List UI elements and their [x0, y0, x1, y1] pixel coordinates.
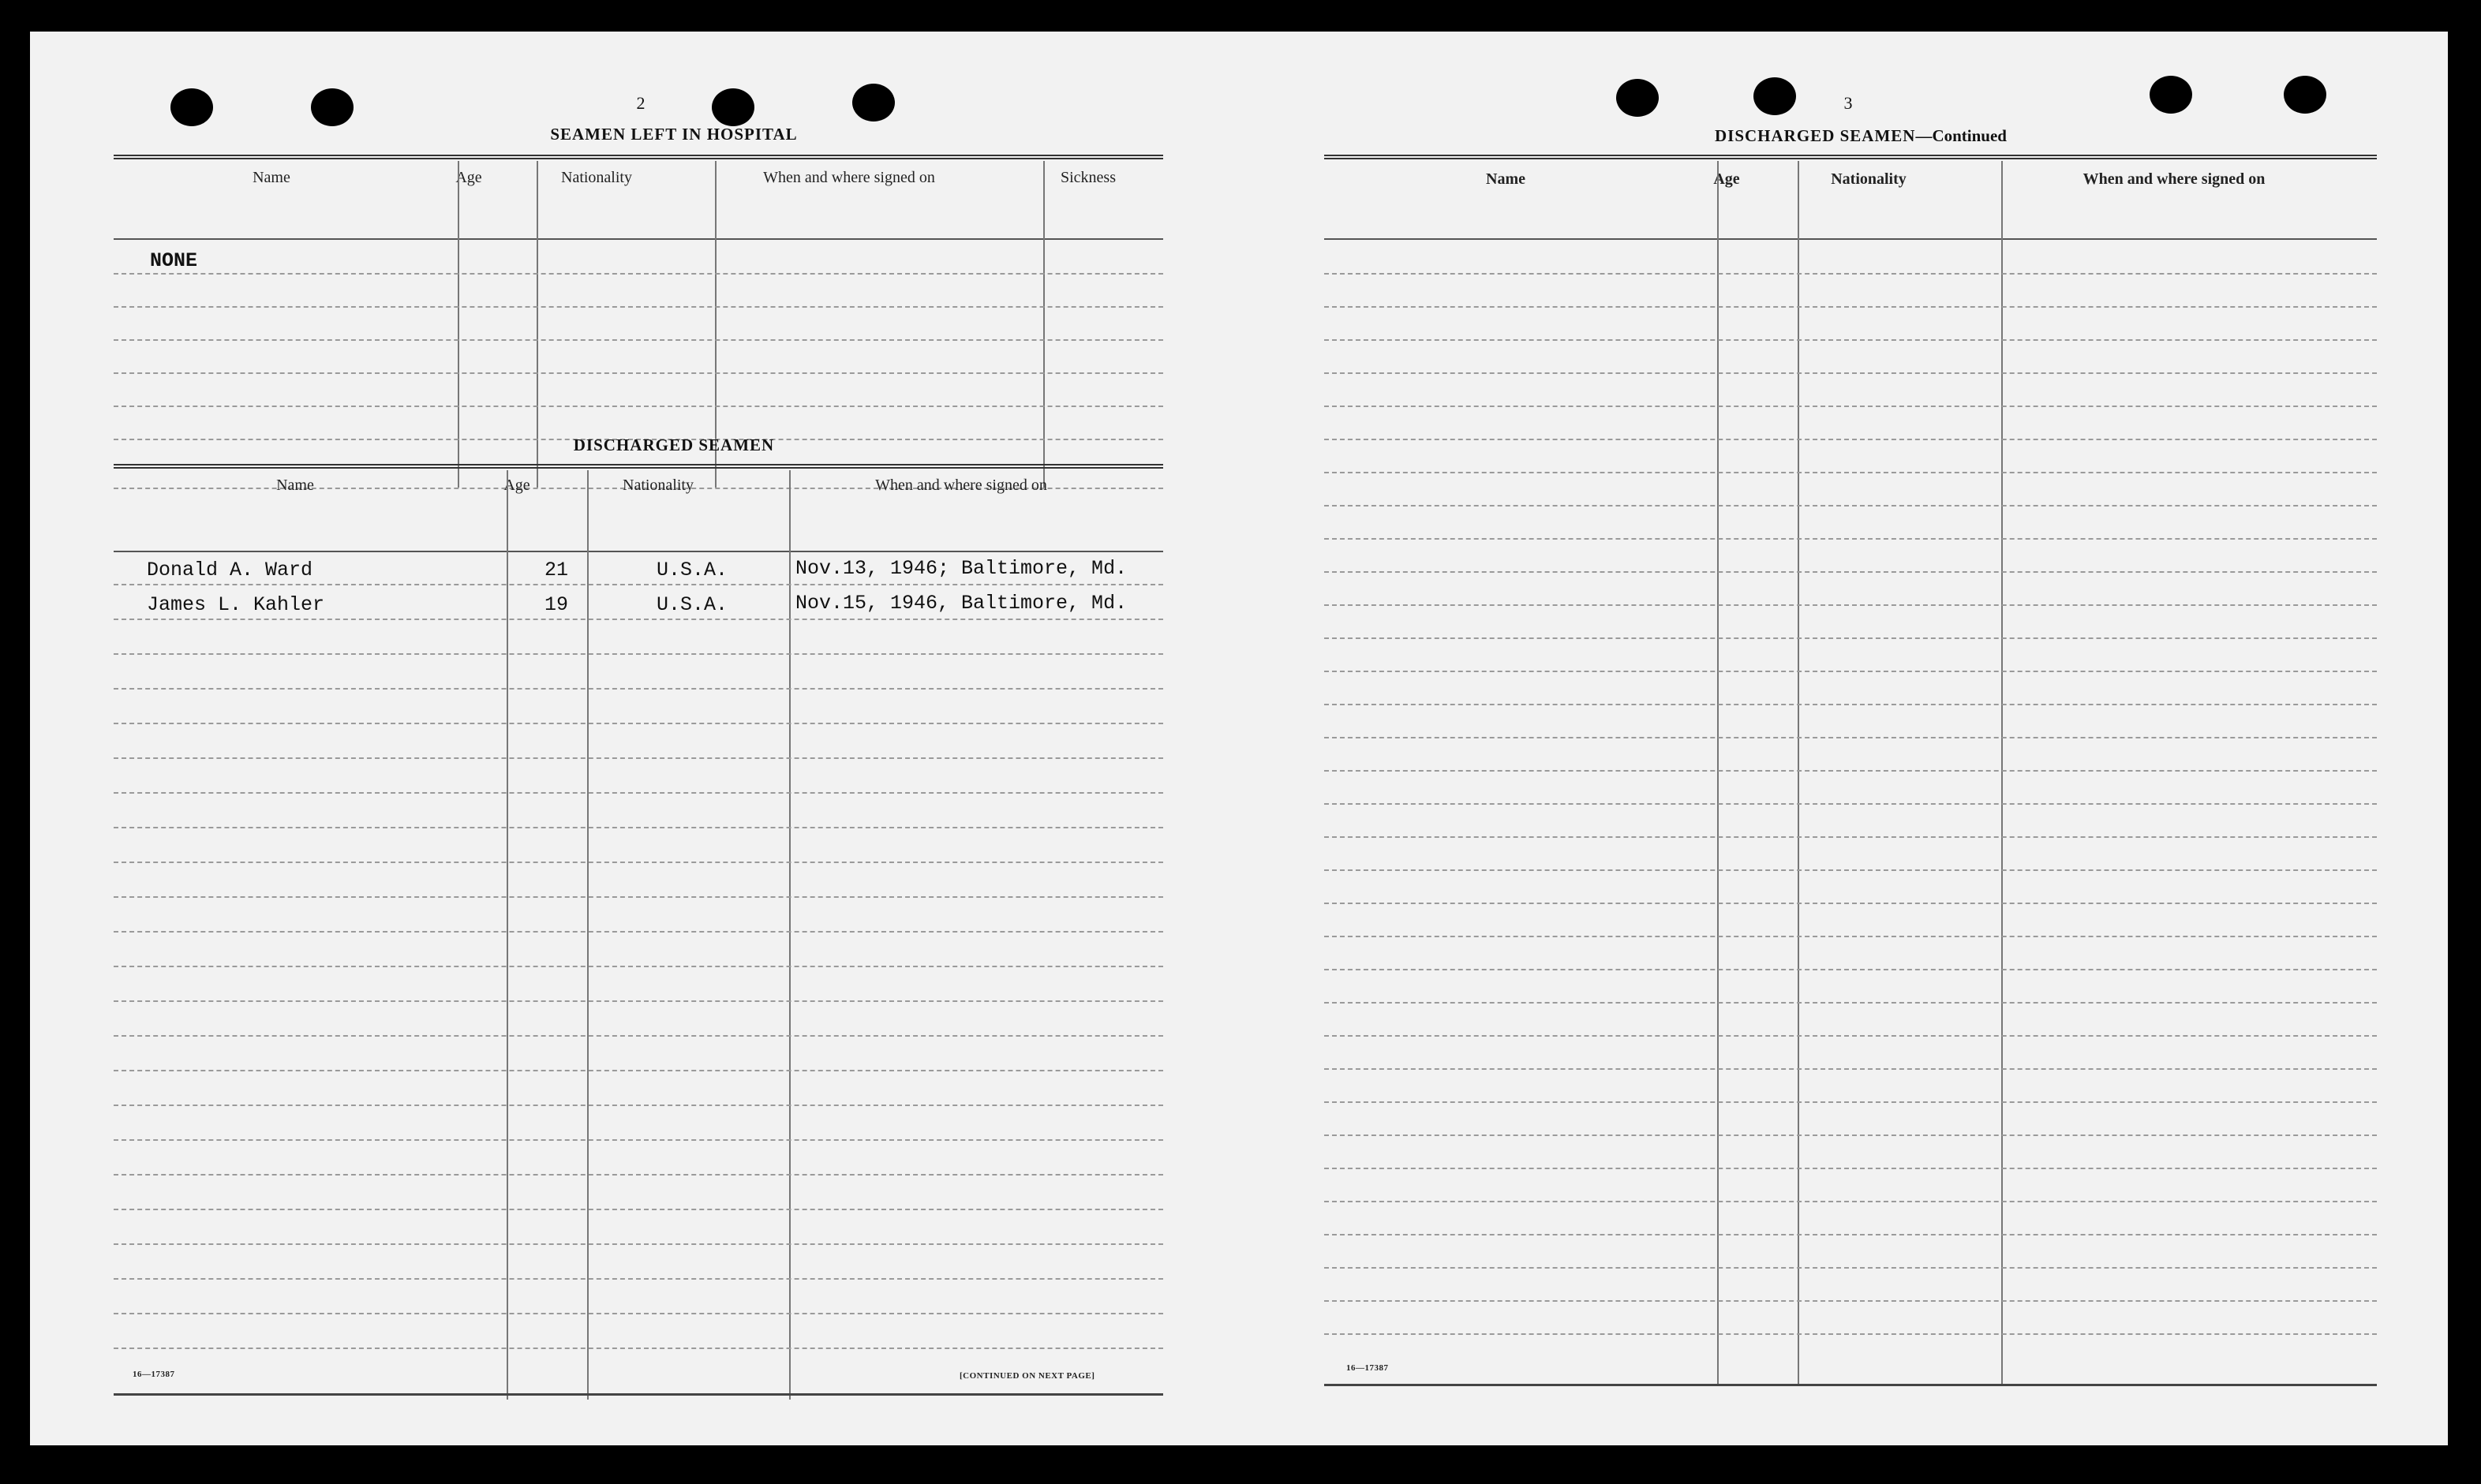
hospital-col-signed-on: When and where signed on: [763, 169, 935, 186]
hospital-table: [114, 155, 1163, 447]
punch-hole: [1753, 77, 1796, 115]
discharged-table: [114, 464, 1163, 1398]
discharged-col-name: Name: [276, 477, 314, 494]
punch-hole: [170, 88, 213, 126]
seaman-signed-on: Nov.13, 1946; Baltimore, Md.: [795, 557, 1128, 580]
punch-hole: [712, 88, 754, 126]
discharged-col-age: Age: [503, 477, 530, 494]
hospital-col-nationality: Nationality: [561, 169, 632, 186]
right-col-nationality: Nationality: [1831, 170, 1907, 188]
hospital-col-sickness: Sickness: [1061, 169, 1116, 186]
hospital-entry: NONE: [150, 249, 198, 272]
right-col-name: Name: [1486, 170, 1525, 188]
punch-hole: [2150, 76, 2192, 114]
discharged-col-signed-on: When and where signed on: [875, 477, 1047, 494]
punch-hole: [311, 88, 354, 126]
seaman-name: Donald A. Ward: [147, 559, 313, 581]
punch-hole: [1616, 79, 1659, 117]
seaman-nationality: U.S.A.: [657, 559, 728, 581]
left-page-number: 2: [636, 93, 646, 113]
punch-hole: [2284, 76, 2326, 114]
right-form-number: 16—17387: [1346, 1363, 1389, 1373]
right-col-age: Age: [1713, 170, 1740, 188]
hospital-col-name: Name: [253, 169, 290, 186]
punch-hole: [852, 84, 895, 121]
right-col-signed-on: When and where signed on: [2082, 170, 2266, 188]
seaman-nationality: U.S.A.: [657, 593, 728, 616]
discharged-section-title: DISCHARGED SEAMEN: [573, 435, 775, 454]
seaman-signed-on: Nov.15, 1946, Baltimore, Md.: [795, 592, 1128, 615]
hospital-section-title: SEAMEN LEFT IN HOSPITAL: [550, 125, 798, 144]
right-title-continued: —Continued: [1915, 126, 2007, 145]
right-section-title: [1514, 126, 2208, 146]
hospital-col-age: Age: [455, 169, 482, 186]
right-title-main: DISCHARGED SEAMEN: [1715, 126, 1916, 145]
discharged-col-nationality: Nationality: [623, 477, 694, 494]
right-page-number: 3: [1843, 93, 1853, 113]
discharged-continued-table: [1324, 155, 2377, 1385]
left-form-number: 16—17387: [133, 1370, 175, 1379]
document-sheet: [30, 32, 2448, 1445]
seaman-age: 21: [544, 559, 569, 581]
continued-note: [CONTINUED ON NEXT PAGE]: [960, 1371, 1095, 1381]
seaman-age: 19: [544, 593, 569, 616]
seaman-name: James L. Kahler: [147, 593, 325, 616]
